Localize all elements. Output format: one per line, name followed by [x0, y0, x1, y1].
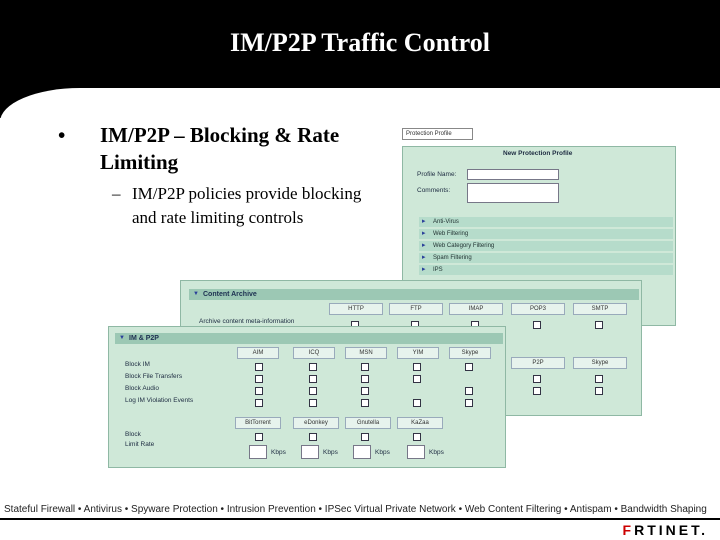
rate-unit-label: Kbps — [323, 449, 338, 456]
rate-unit-label: Kbps — [375, 449, 390, 456]
archive-meta-label: Archive content meta-information — [199, 318, 295, 325]
rate-limit-input[interactable] — [301, 445, 319, 459]
p2p-block-checkbox[interactable] — [255, 433, 263, 441]
col-smtp: SMTP — [573, 303, 627, 315]
p2p-block-label: Block — [125, 431, 141, 438]
im-checkbox[interactable] — [361, 399, 369, 407]
im-checkbox[interactable] — [255, 363, 263, 371]
im-checkbox[interactable] — [361, 363, 369, 371]
rate-limit-input[interactable] — [407, 445, 425, 459]
rate-limit-input[interactable] — [249, 445, 267, 459]
expand-arrow-icon: ▸ — [422, 254, 426, 261]
section-row[interactable]: ▸ Web Filtering — [419, 229, 673, 239]
im-p2p-title[interactable]: ▼ IM & P2P — [115, 333, 503, 344]
p2p-block-checkbox[interactable] — [413, 433, 421, 441]
im-checkbox[interactable] — [465, 399, 473, 407]
col-icq: ICQ — [293, 347, 335, 359]
col-aim: AIM — [237, 347, 279, 359]
section-row[interactable]: ▸ Web Category Filtering — [419, 241, 673, 251]
im-checkbox[interactable] — [465, 363, 473, 371]
expand-arrow-icon: ▸ — [422, 242, 426, 249]
col-yim: YIM — [397, 347, 439, 359]
im-checkbox[interactable] — [361, 387, 369, 395]
archive-smtp-checkbox[interactable] — [595, 321, 603, 329]
archive-skype-checkbox[interactable] — [595, 375, 603, 383]
archive-skype-checkbox-2[interactable] — [595, 387, 603, 395]
bullet-glyph: • — [58, 123, 66, 147]
p2p-block-checkbox[interactable] — [309, 433, 317, 441]
feature-list: Stateful Firewall • Antivirus • Spyware Protection • Intrusion Prevention • IPSec Virtual Private Network • Web Content Filtering • Antispam • Bandwidth Shaping — [4, 504, 707, 515]
block-file-transfers-label: Block File Transfers — [125, 373, 183, 380]
col-p2p: P2P — [511, 357, 565, 369]
block-audio-label: Block Audio — [125, 385, 159, 392]
rate-limit-input[interactable] — [353, 445, 371, 459]
expand-arrow-icon: ▸ — [422, 218, 426, 225]
expand-arrow-icon: ▸ — [422, 230, 426, 237]
im-checkbox[interactable] — [309, 363, 317, 371]
col-msn: MSN — [345, 347, 387, 359]
im-checkbox[interactable] — [255, 375, 263, 383]
im-checkbox[interactable] — [361, 375, 369, 383]
block-im-label: Block IM — [125, 361, 150, 368]
im-checkbox[interactable] — [413, 363, 421, 371]
col-edonkey: eDonkey — [293, 417, 339, 429]
col-ftp: FTP — [389, 303, 443, 315]
col-pop3: POP3 — [511, 303, 565, 315]
expand-arrow-icon: ▸ — [422, 266, 426, 273]
archive-pop3-checkbox[interactable] — [533, 321, 541, 329]
im-checkbox[interactable] — [255, 387, 263, 395]
fortinet-logo — [623, 522, 708, 538]
archive-p2p-checkbox[interactable] — [533, 375, 541, 383]
im-checkbox[interactable] — [255, 399, 263, 407]
slide-title: IM/P2P Traffic Control — [230, 28, 490, 57]
section-row[interactable]: ▸ Spam Filtering — [419, 253, 673, 263]
col-http: HTTP — [329, 303, 383, 315]
im-checkbox[interactable] — [309, 375, 317, 383]
protection-profile-tab[interactable]: Protection Profile — [402, 128, 473, 140]
main-bullet-text: IM/P2P – Blocking & Rate Limiting — [100, 123, 340, 174]
im-checkbox[interactable] — [413, 375, 421, 383]
col-imap: IMAP — [449, 303, 503, 315]
p2p-limit-rate-label: Limit Rate — [125, 441, 155, 448]
im-p2p-panel — [108, 326, 506, 468]
col-skype: Skype — [573, 357, 627, 369]
sub-bullet-text: IM/P2P policies provide blocking and rate limiting controls — [132, 184, 362, 227]
section-row[interactable]: ▸ Anti-Virus — [419, 217, 673, 227]
rate-unit-label: Kbps — [429, 449, 444, 456]
profile-name-input[interactable] — [467, 169, 559, 180]
im-checkbox[interactable] — [309, 399, 317, 407]
new-profile-header: New Protection Profile — [503, 150, 573, 157]
p2p-block-checkbox[interactable] — [361, 433, 369, 441]
col-gnutella: Gnutella — [345, 417, 391, 429]
main-bullet — [58, 122, 358, 176]
section-row[interactable]: ▸ IPS — [419, 265, 673, 275]
log-im-violation-label: Log IM Violation Events — [125, 397, 194, 404]
content-archive-title[interactable]: ▼ Content Archive — [189, 289, 639, 300]
logo-left: F — [622, 522, 635, 538]
archive-p2p-checkbox-2[interactable] — [533, 387, 541, 395]
dash-glyph: – — [112, 184, 121, 203]
profile-name-label: Profile Name: — [417, 171, 457, 178]
im-checkbox[interactable] — [309, 387, 317, 395]
footer-divider — [0, 518, 720, 520]
col-bittorrent: BitTorrent — [235, 417, 281, 429]
comments-input[interactable] — [467, 183, 559, 203]
im-checkbox[interactable] — [413, 399, 421, 407]
im-checkbox[interactable] — [465, 387, 473, 395]
sub-bullet — [112, 182, 362, 230]
col-skype-im: Skype — [449, 347, 491, 359]
col-kazaa: KaZaa — [397, 417, 443, 429]
comments-label: Comments: — [417, 187, 451, 194]
logo-right: RTINET. — [634, 522, 708, 538]
im-p2p-window — [108, 326, 506, 468]
rate-unit-label: Kbps — [271, 449, 286, 456]
